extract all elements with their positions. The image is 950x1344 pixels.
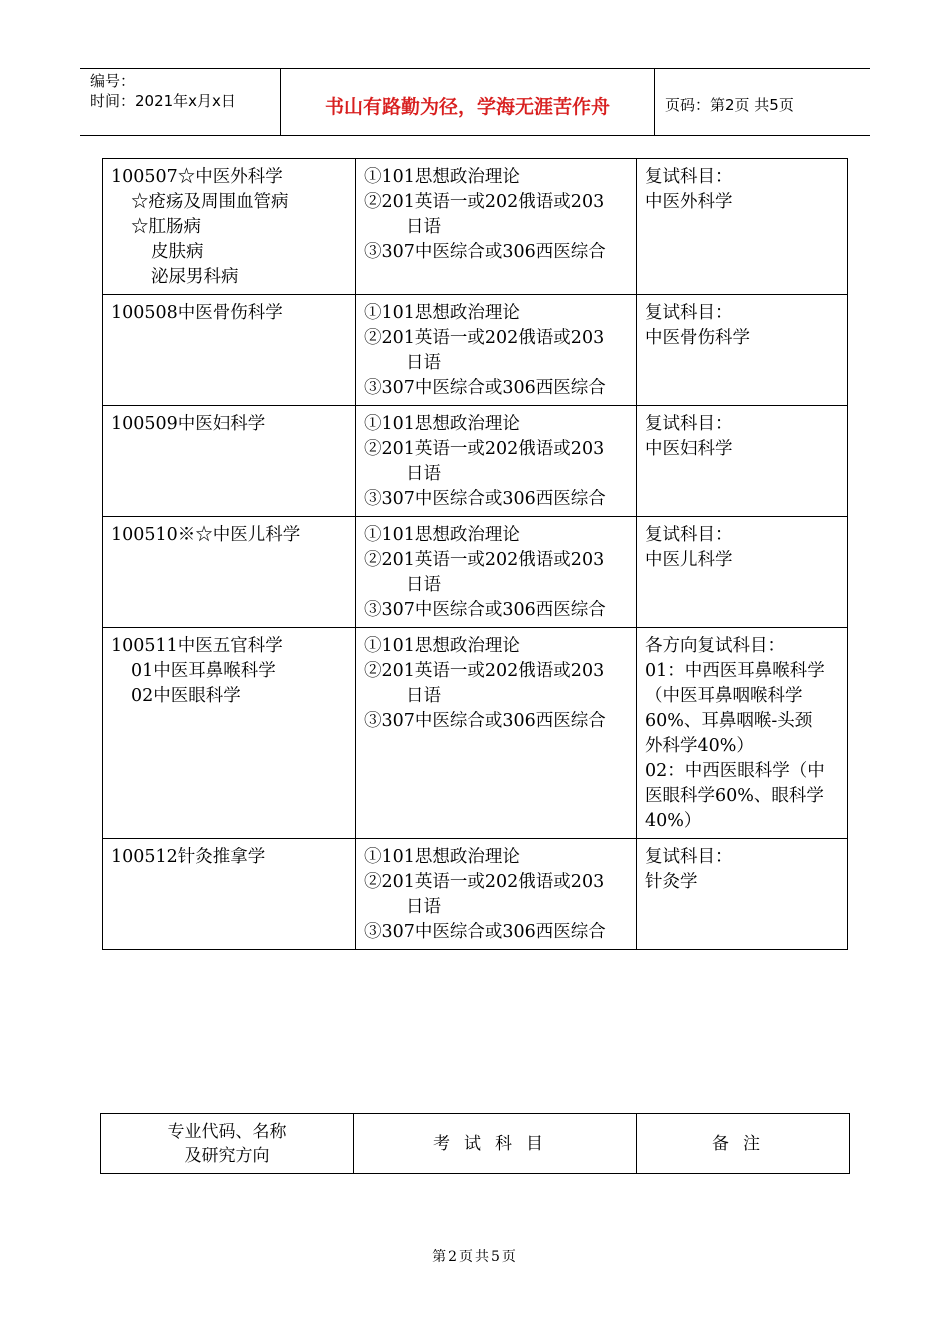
exam-subject: ②201英语一或202俄语或203 — [364, 661, 605, 681]
major-code-name: 100512针灸推拿学 — [111, 847, 266, 867]
header-major-line: 专业代码、名称 — [167, 1121, 287, 1142]
note-line: 01：中西医耳鼻喉科学 — [645, 661, 825, 681]
page-number: 第2页共5页 — [432, 1249, 518, 1265]
note-line: （中医耳鼻咽喉科学 — [645, 686, 803, 706]
header-page-label: 页码：第2页 共5页 — [665, 95, 794, 114]
exam-subject: ①101思想政治理论 — [364, 636, 520, 656]
table-row — [103, 628, 848, 839]
major-cell — [103, 628, 356, 839]
exam-subject: 日语 — [406, 575, 441, 595]
research-direction: ☆肛肠病 — [131, 217, 201, 237]
note-line: 中医儿科学 — [645, 550, 733, 570]
table-row — [103, 295, 848, 406]
exam-subject: ①101思想政治理论 — [364, 847, 520, 867]
subjects-cell — [356, 517, 637, 628]
major-code-name: 100509中医妇科学 — [111, 414, 266, 434]
major-cell — [103, 159, 356, 295]
notes-cell — [637, 839, 848, 950]
note-line: 针灸学 — [645, 872, 698, 892]
note-line: 复试科目： — [645, 414, 733, 434]
header-major-line: 及研究方向 — [184, 1145, 270, 1166]
notes-cell — [637, 159, 848, 295]
exam-subject: ②201英语一或202俄语或203 — [364, 192, 605, 212]
exam-subject: ②201英语一或202俄语或203 — [364, 328, 605, 348]
notes-cell — [637, 295, 848, 406]
exam-subject: ③307中医综合或306西医综合 — [364, 600, 606, 620]
major-code-name: 100511中医五官科学 — [111, 636, 283, 656]
note-line: 60%、耳鼻咽喉-头颈 — [645, 711, 813, 731]
note-line: 复试科目： — [645, 167, 733, 187]
major-code-name: 100510※☆中医儿科学 — [111, 525, 301, 545]
note-line: 中医外科学 — [645, 192, 733, 212]
major-cell — [103, 295, 356, 406]
exam-subject: 日语 — [406, 353, 441, 373]
major-cell — [103, 406, 356, 517]
notes-cell — [637, 517, 848, 628]
note-line: 40%） — [645, 811, 702, 831]
research-direction: 02中医眼科学 — [131, 686, 241, 706]
major-cell — [103, 839, 356, 950]
exam-subject: ③307中医综合或306西医综合 — [364, 378, 606, 398]
note-line: 中医骨伤科学 — [645, 328, 750, 348]
exam-subject: ①101思想政治理论 — [364, 303, 520, 323]
header-subjects-column: 考试科目 — [354, 1114, 637, 1174]
exam-subject: ②201英语一或202俄语或203 — [364, 550, 605, 570]
note-line: 各方向复试科目： — [645, 636, 785, 656]
exam-subject: ③307中医综合或306西医综合 — [364, 242, 606, 262]
subjects-cell — [356, 159, 637, 295]
table-row — [103, 159, 848, 295]
exam-subject: ③307中医综合或306西医综合 — [364, 711, 606, 731]
exam-subject: 日语 — [406, 686, 441, 706]
exam-subject: ②201英语一或202俄语或203 — [364, 439, 605, 459]
major-cell — [103, 517, 356, 628]
column-header-table — [100, 1113, 850, 1174]
note-line: 复试科目： — [645, 303, 733, 323]
document-time-label: 时间：2021年x月x日 — [90, 92, 236, 110]
document-number-label: 编号： — [90, 72, 136, 90]
exam-subject: ①101思想政治理论 — [364, 525, 520, 545]
exam-subject: ①101思想政治理论 — [364, 167, 520, 187]
research-direction: ☆疮疡及周围血管病 — [131, 192, 289, 212]
note-line: 复试科目： — [645, 847, 733, 867]
note-line: 医眼科学60%、眼科学 — [645, 786, 824, 806]
major-code-name: 100507☆中医外科学 — [111, 167, 283, 187]
subjects-cell — [356, 406, 637, 517]
exam-subject: 日语 — [406, 897, 441, 917]
exam-subject: ③307中医综合或306西医综合 — [364, 489, 606, 509]
notes-cell — [637, 628, 848, 839]
subjects-cell — [356, 628, 637, 839]
table-row — [103, 517, 848, 628]
note-line: 外科学40%） — [645, 736, 754, 756]
header-motto: 书山有路勤为径，学海无涯苦作舟 — [281, 69, 655, 135]
subjects-cell — [356, 839, 637, 950]
subjects-cell — [356, 295, 637, 406]
research-direction: 泌尿男科病 — [151, 267, 239, 287]
exam-subject: ②201英语一或202俄语或203 — [364, 872, 605, 892]
header-major-column — [101, 1114, 354, 1174]
exam-subject: 日语 — [406, 217, 441, 237]
header-meta — [80, 69, 281, 135]
exam-subject: ①101思想政治理论 — [364, 414, 520, 434]
research-direction: 01中医耳鼻喉科学 — [131, 661, 276, 681]
major-code-name: 100508中医骨伤科学 — [111, 303, 283, 323]
note-line: 中医妇科学 — [645, 439, 733, 459]
page-header — [80, 68, 870, 136]
table-header-row — [101, 1114, 850, 1174]
note-line: 02：中西医眼科学（中 — [645, 761, 825, 781]
note-line: 复试科目： — [645, 525, 733, 545]
exam-subjects-table — [102, 158, 848, 950]
header-notes-column: 备注 — [637, 1114, 850, 1174]
notes-cell — [637, 406, 848, 517]
table-row — [103, 839, 848, 950]
exam-subject: 日语 — [406, 464, 441, 484]
exam-subject: ③307中医综合或306西医综合 — [364, 922, 606, 942]
research-direction: 皮肤病 — [151, 242, 204, 262]
table-row — [103, 406, 848, 517]
